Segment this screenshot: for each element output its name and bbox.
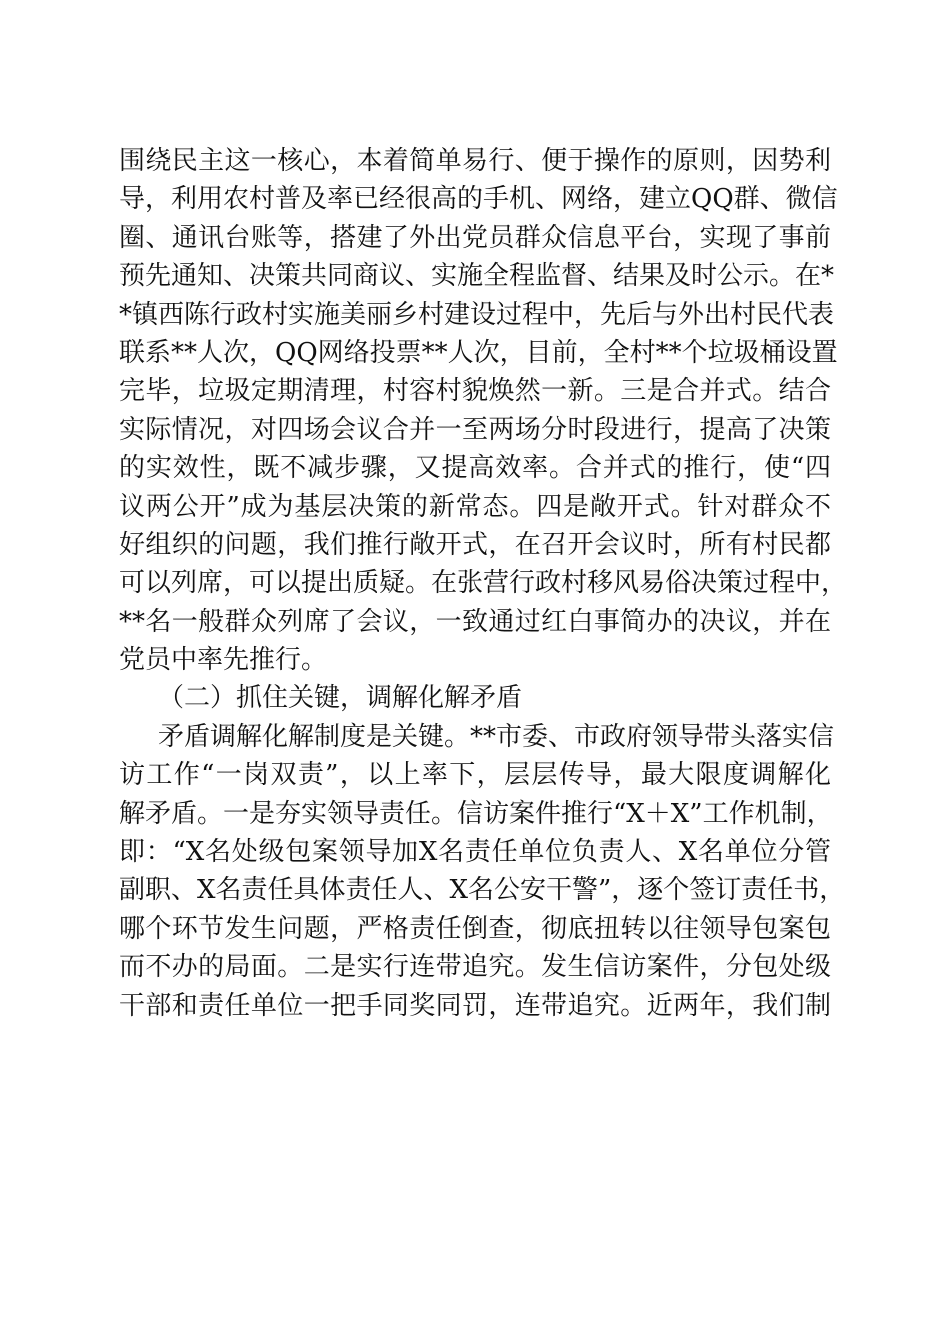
- text-line: 即：“X名处级包案领导加X名责任单位负责人、X名单位分管: [119, 837, 831, 868]
- text-line: 实际情况，对四场会议合并一至两场分时段进行，提高了决策: [119, 414, 831, 445]
- text-line: 而不办的局面。二是实行连带追究。发生信访案件，分包处级: [119, 952, 831, 983]
- text-line: 预先通知、决策共同商议、实施全程监督、结果及时公示。在*: [119, 261, 835, 292]
- text-line: *镇西陈行政村实施美丽乡村建设过程中，先后与外出村民代表: [119, 299, 835, 330]
- text-line: 矛盾调解化解制度是关键。**市委、市政府领导带头落实信: [158, 721, 835, 752]
- text-line: 可以列席，可以提出质疑。在张营行政村移风易俗决策过程中，: [119, 568, 848, 599]
- text-line: 副职、X名责任具体责任人、X名公安干警”，逐个签订责任书，: [119, 875, 846, 906]
- text-line: 议两公开”成为基层决策的新常态。四是敞开式。针对群众不: [119, 491, 831, 522]
- text-line: 导，利用农村普及率已经很高的手机、网络，建立QQ群、微信: [119, 184, 838, 215]
- paragraph-2: [119, 718, 846, 1025]
- document-body: [119, 142, 848, 1025]
- text-line: 的实效性，既不减步骤，又提高效率。合并式的推行，使“四: [119, 453, 831, 484]
- section-heading: （二）抓住关键，调解化解矛盾: [158, 683, 523, 714]
- paragraph-1: [119, 142, 848, 679]
- text-line: 好组织的问题，我们推行敞开式，在召开会议时，所有村民都: [119, 529, 831, 560]
- text-line: 哪个环节发生问题，严格责任倒查，彻底扭转以往领导包案包: [119, 913, 831, 944]
- text-line: 干部和责任单位一把手同奖同罚，连带追究。近两年，我们制: [119, 990, 831, 1021]
- text-line: 访工作“一岗双责”，以上率下，层层传导，最大限度调解化: [119, 760, 831, 791]
- text-line: 围绕民主这一核心，本着简单易行、便于操作的原则，因势利: [119, 146, 831, 176]
- text-line: 完毕，垃圾定期清理，村容村貌焕然一新。三是合并式。结合: [119, 376, 831, 407]
- text-line: 解矛盾。一是夯实领导责任。信访案件推行“X＋X”工作机制，: [119, 798, 833, 829]
- text-line: 圈、通讯台账等，搭建了外出党员群众信息平台，实现了事前: [119, 222, 831, 253]
- text-line: 联系**人次，QQ网络投票**人次，目前，全村**个垃圾桶设置: [119, 337, 838, 368]
- text-line: **名一般群众列席了会议，一致通过红白事简办的决议，并在: [119, 606, 831, 637]
- text-line: 党员中率先推行。: [119, 645, 328, 676]
